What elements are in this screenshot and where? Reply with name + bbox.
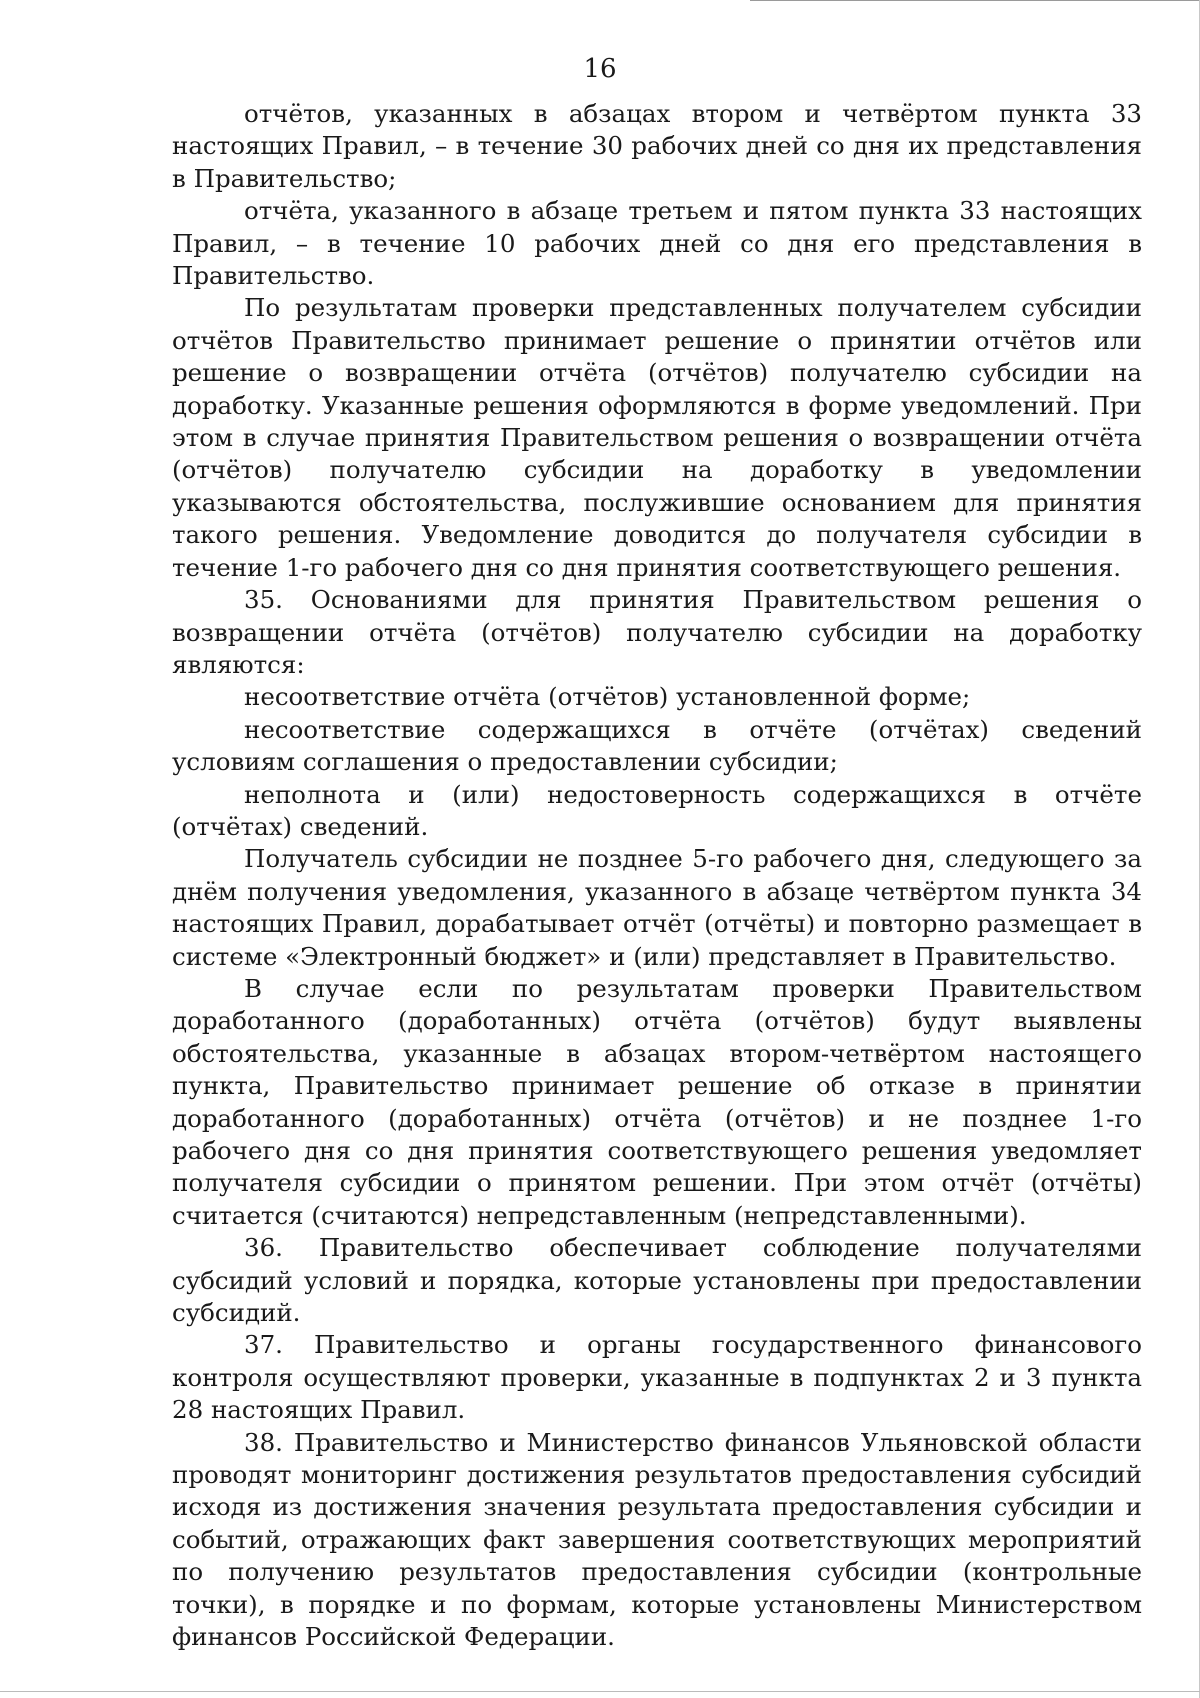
paragraph-review-results: По результатам проверки представленных получателем субсидии отчётов Правительство принимает решение о принятии отчётов или решение о возвращении отчёта (отчётов) получателю субсидии на доработку. Указанные решения оформляются в форме уведомлений. При этом в случае принятия Правительством решения о возвращении отчёта (отчётов) получателю субсидии на доработку в уведомлении указываются обстоятельства, послужившие основанием для принятия такого решения. Уведомление доводится до получателя субсидии в течение 1-го рабочего дня со дня принятия соответствующего решения. <box>172 293 1142 582</box>
paragraph-incompleteness: неполнота и (или) недостоверность содержащихся в отчёте (отчётах) сведений. <box>172 779 1142 841</box>
page-number: 16 <box>583 54 617 84</box>
paragraph-reports-second-fourth: отчётов, указанных в абзацах втором и четвёртом пункта 33 настоящих Правил, – в течение 30 рабочих дней со дня их представления в Правительство; <box>172 99 1142 193</box>
paragraph-mismatch-form: несоответствие отчёта (отчётов) установленной форме; <box>244 682 971 712</box>
paragraph-mismatch-conditions: несоответствие содержащихся в отчёте (отчётах) сведений условиям соглашения о предоставлении субсидии; <box>172 714 1142 777</box>
paragraph-report-third-fifth: отчёта, указанного в абзаце третьем и пятом пункта 33 настоящих Правил, – в течение 10 рабочих дней со дня его представления в Правительство. <box>172 196 1142 291</box>
paragraph-clause-37: 37. Правительство и органы государственного финансового контроля осуществляют проверки, указанные в подпунктах 2 и 3 пункта 28 настоящих Правил. <box>172 1330 1142 1425</box>
paragraph-refusal: В случае если по результатам проверки Правительством доработанного (доработанных) отчёта (отчётов) будут выявлены обстоятельства, указанные в абзацах втором-четвёртом настоящего пункта, Правительство принимает решение об отказе в принятии доработанного (доработанных) отчёта (отчётов) и не позднее 1-го рабочего дня со дня принятия соответствующего решения уведомляет получателя субсидии о принятом решении. При этом отчёт (отчёты) считается (считаются) непредставленным (непредставленными). <box>172 973 1142 1230</box>
document-body <box>172 98 1142 1654</box>
paragraph-clause-35: 35. Основаниями для принятия Правительством решения о возвращении отчёта (отчётов) получателю субсидии на доработку являются: <box>172 585 1142 679</box>
scan-edge-bottom <box>0 1691 1200 1692</box>
paragraph-clause-36: 36. Правительство обеспечивает соблюдение получателями субсидий условий и порядка, которые установлены при предоставлении субсидий. <box>172 1233 1142 1328</box>
scan-edge-top <box>750 0 1200 1</box>
paragraph-recipient-revision: Получатель субсидии не позднее 5-го рабочего дня, следующего за днём получения уведомления, указанного в абзаце четвёртом пункта 34 настоящих Правил, дорабатывает отчёт (отчёты) и повторно размещает в системе «Электронный бюджет» и (или) представляет в Правительство. <box>172 844 1142 971</box>
paragraph-clause-38: 38. Правительство и Министерство финансов Ульяновской области проводят мониторинг достижения результатов предоставления субсидий исходя из достижения значения результата предоставления субсидии и событий, отражающих факт завершения соответствующих мероприятий по получению результатов предоставления субсидии (контрольные точки), в порядке и по формам, которые установлены Министерством финансов Российской Федерации. <box>172 1427 1142 1652</box>
